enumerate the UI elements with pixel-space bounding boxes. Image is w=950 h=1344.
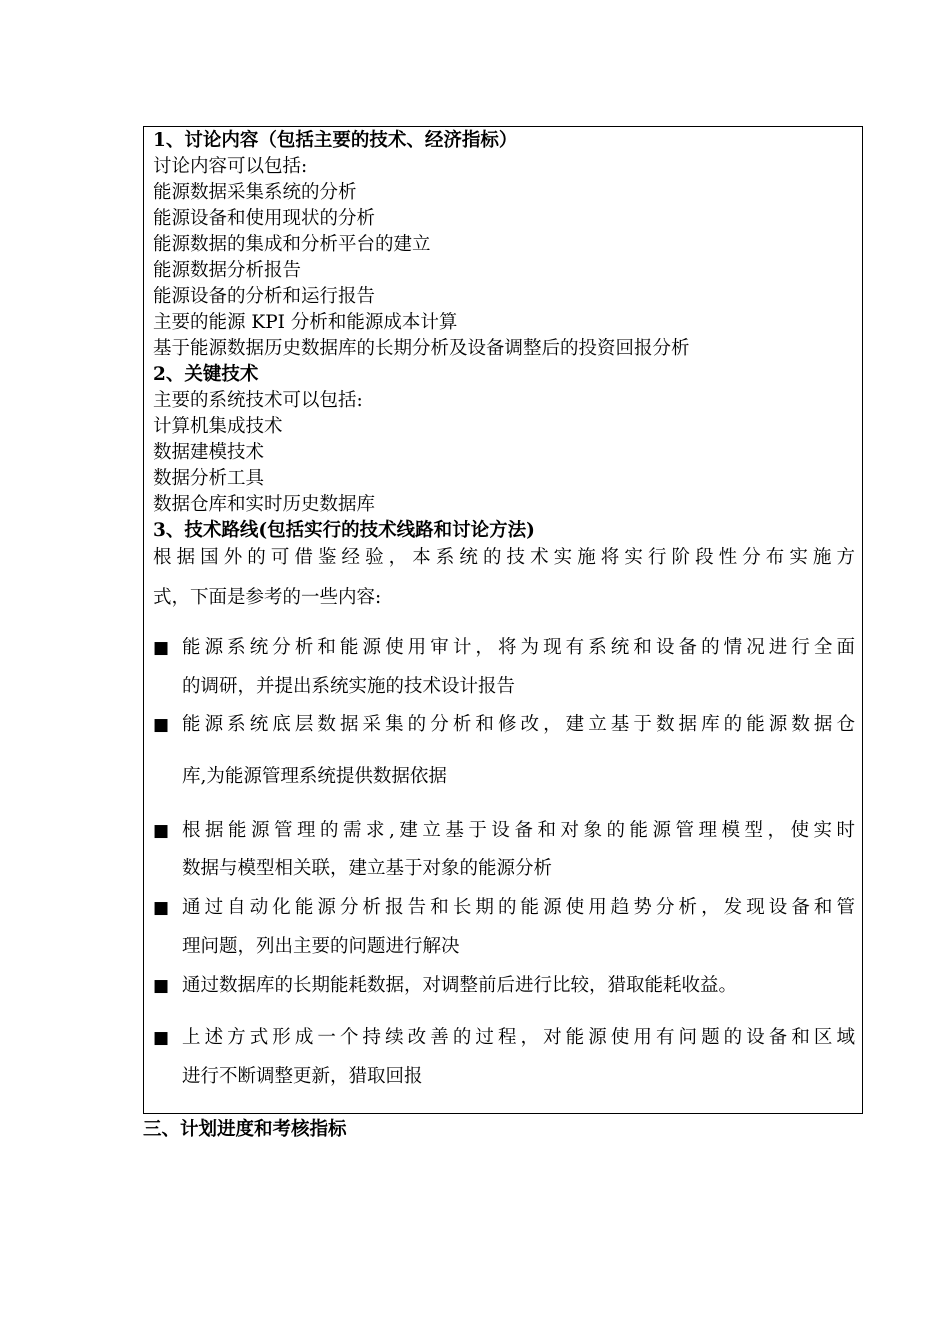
section2-item: 计算机集成技术 xyxy=(153,416,283,437)
bullet-square-icon: ■ xyxy=(153,821,170,841)
next-section-heading: 三、计划进度和考核指标 xyxy=(143,1119,347,1140)
bullet-line: 进行不断调整更新，猎取回报 xyxy=(182,1066,423,1087)
content-table-cell xyxy=(143,126,863,1114)
section1-item: 主要的能源 KPI 分析和能源成本计算 xyxy=(153,312,458,333)
bullet-square-icon: ■ xyxy=(153,898,170,918)
section2-item: 数据分析工具 xyxy=(153,468,265,489)
section3-intro-line1: 根据国外的可借鉴经验，本系统的技术实施将实行阶段性分布实施方 xyxy=(153,547,855,568)
bullet-line: 能源系统底层数据采集的分析和修改，建立基于数据库的能源数据仓 xyxy=(182,714,855,735)
section1-item: 能源数据采集系统的分析 xyxy=(153,182,357,203)
bullet-square-icon: ■ xyxy=(153,638,170,658)
bullet-line: 通过数据库的长期能耗数据，对调整前后进行比较，猎取能耗收益。 xyxy=(182,975,738,996)
section2-heading: 2、关键技术 xyxy=(153,364,259,385)
section1-item: 能源数据分析报告 xyxy=(153,260,302,281)
section2-item: 数据仓库和实时历史数据库 xyxy=(153,494,376,515)
bullet-line: 库,为能源管理系统提供数据依据 xyxy=(182,766,447,787)
bullet-line: 上述方式形成一个持续改善的过程，对能源使用有问题的设备和区域 xyxy=(182,1027,855,1048)
section1-item: 能源数据的集成和分析平台的建立 xyxy=(153,234,431,255)
bullet-line: 的调研，并提出系统实施的技术设计报告 xyxy=(182,676,516,697)
section1-heading: 1、讨论内容（包括主要的技术、经济指标） xyxy=(153,130,518,151)
section1-item: 能源设备的分析和运行报告 xyxy=(153,286,376,307)
bullet-line: 数据与模型相关联，建立基于对象的能源分析 xyxy=(182,858,553,879)
section3-intro-line2: 式，下面是参考的一些内容: xyxy=(153,587,382,608)
bullet-line: 能源系统分析和能源使用审计，将为现有系统和设备的情况进行全面 xyxy=(182,637,855,658)
bullet-square-icon: ■ xyxy=(153,1028,170,1048)
section2-intro: 主要的系统技术可以包括: xyxy=(153,390,363,411)
bullet-line: 根据能源管理的需求,建立基于设备和对象的能源管理模型，使实时 xyxy=(182,820,855,841)
section1-item: 能源设备和使用现状的分析 xyxy=(153,208,376,229)
section1-intro: 讨论内容可以包括: xyxy=(153,156,308,177)
bullet-line: 通过自动化能源分析报告和长期的能源使用趋势分析，发现设备和管 xyxy=(182,897,855,918)
section1-item: 基于能源数据历史数据库的长期分析及设备调整后的投资回报分析 xyxy=(153,338,690,359)
section3-heading: 3、技术路线(包括实行的技术线路和讨论方法) xyxy=(153,520,535,541)
bullet-square-icon: ■ xyxy=(153,976,170,996)
section2-item: 数据建模技术 xyxy=(153,442,265,463)
bullet-line: 理问题，列出主要的问题进行解决 xyxy=(182,936,460,957)
bullet-square-icon: ■ xyxy=(153,715,170,735)
